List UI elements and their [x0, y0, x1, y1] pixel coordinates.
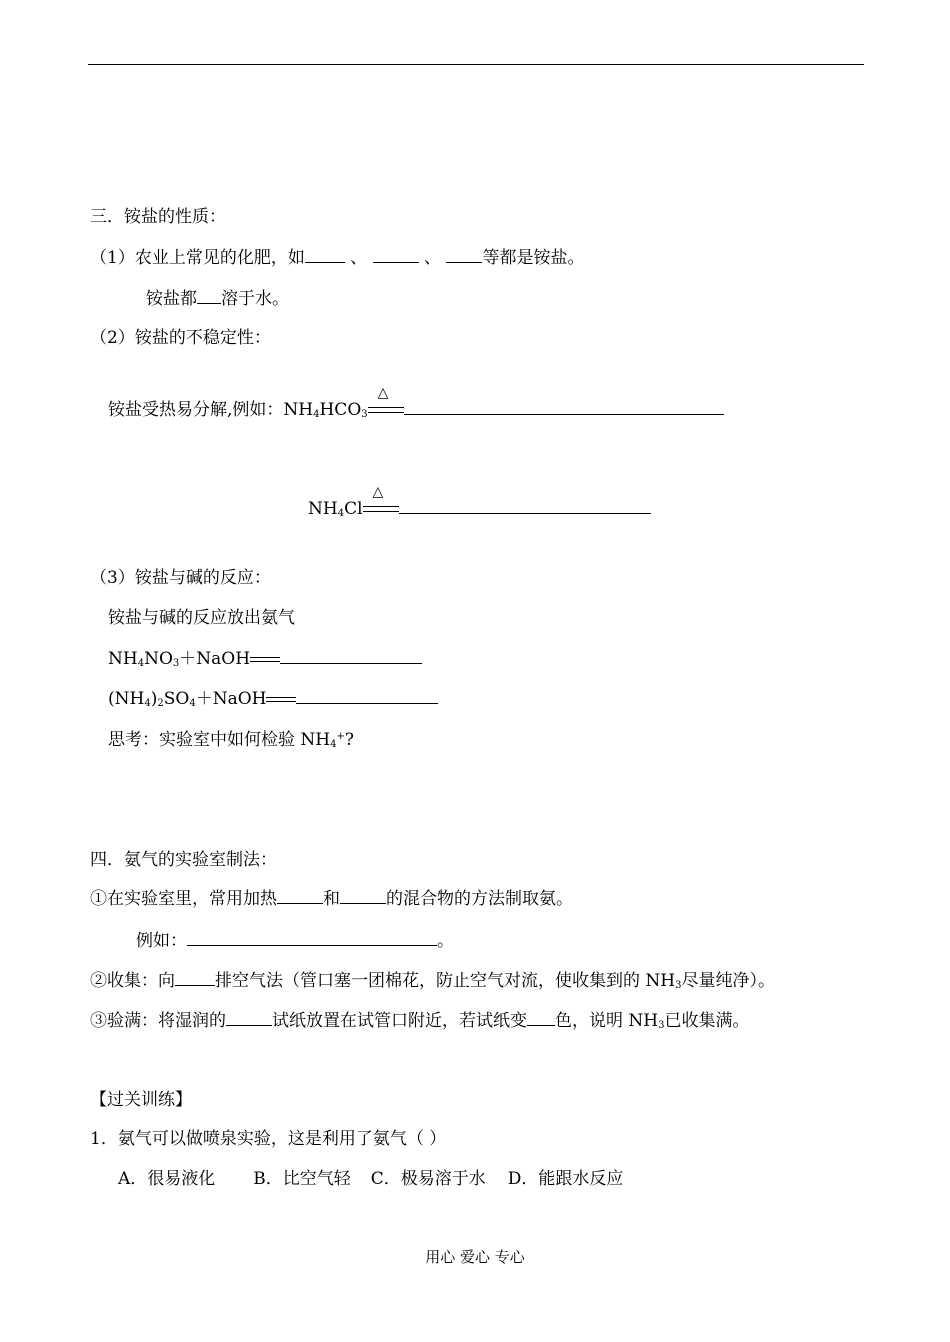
answer-blank[interactable] [280, 647, 422, 664]
answer-blank[interactable] [404, 398, 724, 415]
answer-blank[interactable] [373, 246, 419, 263]
answer-blank[interactable] [296, 687, 438, 704]
option-a[interactable]: A．很易液化 [118, 1169, 216, 1189]
question-1-options [118, 1168, 623, 1190]
nh4hco3-equation: 铵盐受热易分解,例如：$NH_4HCO_3$ △ [108, 398, 724, 421]
answer-blank[interactable] [446, 246, 482, 263]
base-reaction-note: 铵盐与碱的反应放出氨气 [108, 608, 295, 628]
preparation-line: ①在实验室里，常用加热 和 的混合物的方法制取氨。 [90, 889, 573, 909]
nh42so4-equation: $(NH_4)_2SO_4+NaOH$ [108, 687, 438, 710]
practice-heading: 【过关训练】 [90, 1090, 192, 1110]
collection-line: ②收集：向 排空气法（管口塞一团棉花，防止空气对流，使收集到的 $NH_3$尽量纯净）。 [90, 971, 775, 991]
answer-blank[interactable] [197, 287, 221, 304]
header-rule [88, 64, 864, 65]
answer-blank[interactable] [226, 1009, 272, 1026]
option-c[interactable]: C．极易溶于水 [370, 1169, 486, 1189]
nh4cl-equation: $NH_4Cl$ △ [308, 497, 651, 520]
answer-blank[interactable] [527, 1009, 555, 1026]
think-question: 思考：实验室中如何检验 $NH_4^+$? [108, 730, 354, 750]
base-reaction-heading: （3）铵盐与碱的反应： [90, 568, 271, 588]
option-b[interactable]: B．比空气轻 [253, 1169, 351, 1189]
instability-heading: （2）铵盐的不稳定性： [90, 328, 271, 348]
answer-blank[interactable] [277, 887, 323, 904]
answer-blank[interactable] [340, 887, 386, 904]
heat-arrow: △ [368, 399, 404, 421]
page-footer: 用心 爱心 专心 [425, 1248, 525, 1266]
answer-blank[interactable] [399, 497, 651, 514]
fertilizer-line: （1）农业上常见的化肥，如 、 、 等都是铵盐。 [90, 248, 585, 268]
nh4no3-equation: $NH_4NO_3+NaOH$ [108, 647, 422, 670]
question-1: 1．氨气可以做喷泉实验，这是利用了氨气（ ） [90, 1129, 447, 1149]
option-d[interactable]: D．能跟水反应 [507, 1169, 624, 1189]
full-check-line: ③验满：将湿润的 试纸放置在试管口附近，若试纸变 色，说明 $NH_3$已收集满。 [90, 1011, 750, 1031]
example-line: 例如： 。 [136, 931, 454, 951]
section3-heading: 三．铵盐的性质： [90, 207, 226, 227]
answer-blank[interactable] [305, 246, 345, 263]
heat-arrow: △ [363, 498, 399, 520]
answer-blank[interactable] [175, 969, 215, 986]
solubility-line: 铵盐都 溶于水。 [146, 289, 289, 309]
section4-heading: 四．氨气的实验室制法： [90, 850, 277, 870]
answer-blank[interactable] [187, 929, 437, 946]
